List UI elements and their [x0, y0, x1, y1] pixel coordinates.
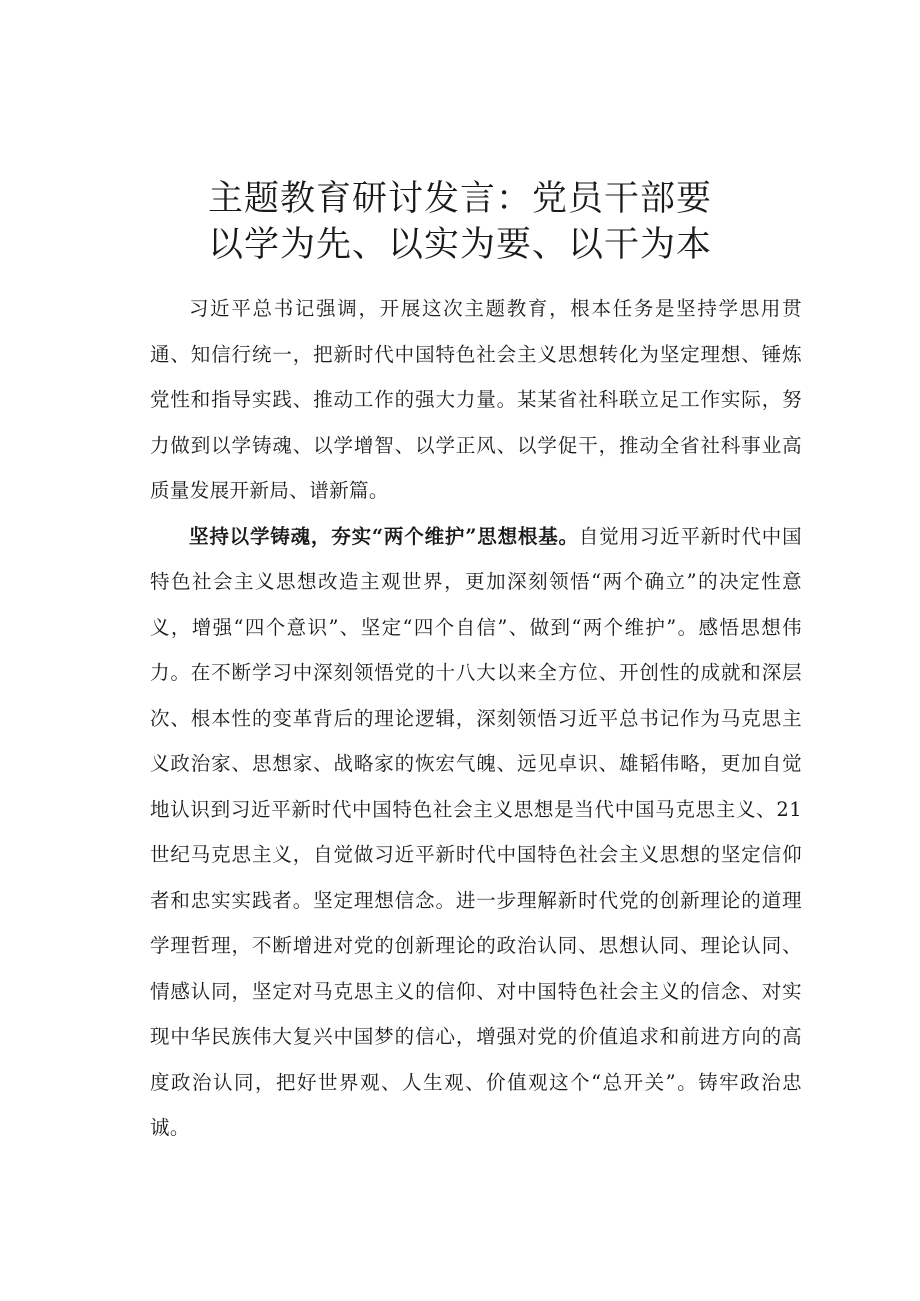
section-1-text: 自觉用习近平新时代中国特色社会主义思想改造主观世界，更加深刻领悟“两个确立”的决定性意义，增强“四个意识”、坚定“四个自信”、做到“两个维护”。感悟思想伟力。在不断学习中深刻领悟党的十八大以来全方位、开创性的成就和深层次、根本性的变革背后的理论逻辑，深刻领悟习近平总书记作为马克思主义政治家、思想家、战略家的恢宏气魄、远见卓识、雄韬伟略，更加自觉地认识到习近平新时代中国特色社会主义思想是当代中国马克思主义、21世纪马克思主义，自觉做习近平新时代中国特色社会主义思想的坚定信仰者和忠实实践者。坚定理想信念。进一步理解新时代党的创新理论的道理学理哲理，不断增进对党的创新理论的政治认同、思想认同、理论认同、情感认同，坚定对马克思主义的信仰、对中国特色社会主义的信念、对实现中华民族伟大复兴中国梦的信心，增强对党的价值追求和前进方向的高度政治认同，把好世界观、人生观、价值观这个“总开关”。铸牢政治忠诚。 — [150, 524, 802, 1139]
title-line-1: 主题教育研讨发言：党员干部要 — [207, 179, 712, 220]
paragraph-section-1 — [150, 514, 802, 1151]
document-body — [150, 286, 802, 1151]
document-title — [100, 176, 820, 268]
paragraph-intro-text: 习近平总书记强调，开展这次主题教育，根本任务是坚持学思用贯通、知信行统一，把新时代中国特色社会主义思想转化为坚定理想、锤炼党性和指导实践、推动工作的强大力量。某某省社科联立足工作实际，努力做到以学铸魂、以学增智、以学正风、以学促干，推动全省社科事业高质量发展开新局、谱新篇。 — [150, 297, 802, 502]
title-line-2: 以学为先、以实为要、以干为本 — [207, 225, 712, 266]
section-1-heading: 坚持以学铸魂，夯实“两个维护”思想根基。 — [189, 524, 579, 548]
paragraph-intro — [150, 286, 802, 514]
